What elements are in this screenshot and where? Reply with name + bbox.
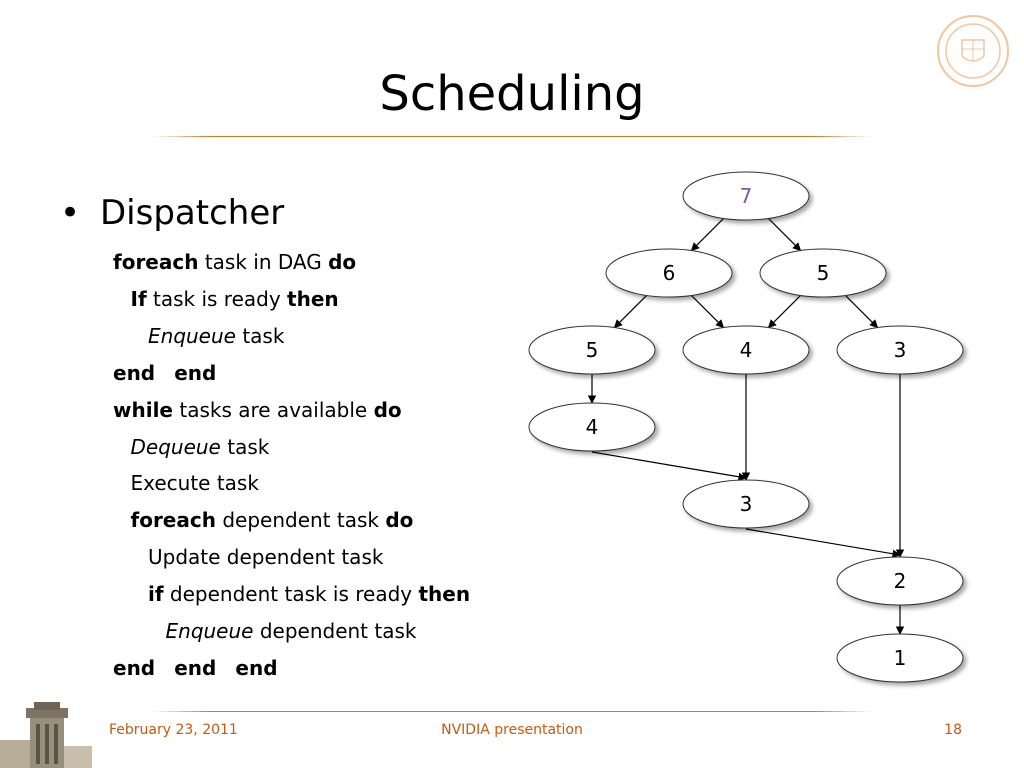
keyword: foreach [130,508,216,533]
dag-node-label: 1 [893,646,907,670]
code-text: task in DAG [198,250,329,274]
dag-node-n3a [837,326,963,374]
dag-node-n2 [837,557,963,605]
dag-node-n1 [837,634,963,682]
code-text: dependent task is ready [163,582,419,607]
dag-edge-n7-n5a [768,218,800,250]
code-text: task [220,434,270,459]
operation: Enqueue [165,619,254,643]
dag-node-label: 2 [893,569,907,593]
bullet-label: Dispatcher [100,193,285,233]
keyword: do [328,250,357,274]
operation: Enqueue [148,323,236,348]
keyword: do [373,397,402,422]
keyword: do [385,508,414,533]
code-text: task [235,323,285,348]
footer-presentation: NVIDIA presentation [441,722,583,738]
dag-node-label: 3 [893,338,907,362]
code-text: Execute task [130,471,259,496]
code-text: tasks are available [173,397,374,422]
footer-divider [152,711,872,712]
dag-edge-n5a-n4a [768,295,800,327]
dag-edge-n4b-n3b [592,452,746,478]
keyword: if [148,582,164,607]
code-text: dependent task [215,508,386,533]
keyword: end [235,655,278,680]
dag-node-n6 [606,249,732,297]
dag-node-label: 6 [662,261,676,285]
dag-node-label: 5 [585,338,599,362]
dag-edge-n3b-n2 [746,529,900,555]
dag-node-n5b [529,326,655,374]
dag-node-label: 4 [739,338,753,362]
dag-node-label: 5 [816,261,830,285]
slide-title: Scheduling [379,66,645,122]
keyword: end [113,655,156,680]
dag-node-label: 3 [739,492,753,516]
dag-node-label: 7 [739,184,753,208]
dag-node-n5a [760,249,886,297]
dag-node-label: 4 [585,415,599,439]
dag-edge-n6-n5b [614,295,646,327]
keyword: end [174,360,217,385]
dag-node-n4a [683,326,809,374]
code-text: Update dependent task [148,545,384,570]
keyword: end [174,655,217,680]
keyword: If [130,286,147,311]
bullet-glyph: • [60,193,81,233]
footer-date: February 23, 2011 [109,722,238,738]
dag-edge-n6-n4a [691,295,723,327]
dag-node-n3b [683,480,809,528]
operation: Dequeue [130,434,221,459]
keyword: foreach [113,250,199,274]
dag-node-n4b [529,403,655,451]
keyword: then [287,286,339,311]
dag-node-n7 [683,172,809,220]
dag-edge-n7-n6 [691,218,723,250]
slide-number: 18 [944,722,962,738]
keyword: while [113,397,173,422]
keyword: then [418,582,471,607]
code-text: dependent task [253,619,417,643]
code-text: task is ready [146,286,288,311]
dag-edge-n5a-n3a [845,295,877,327]
keyword: end [113,360,156,385]
